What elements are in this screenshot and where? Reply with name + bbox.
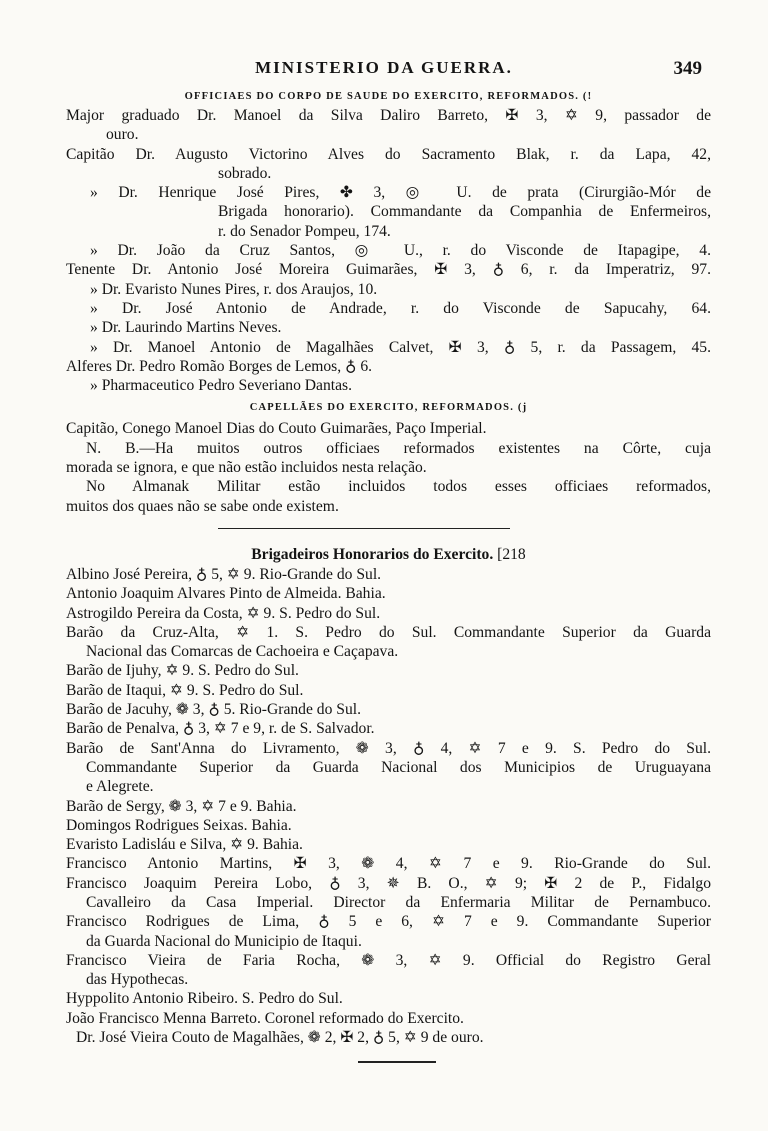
entry-line: João Francisco Menna Barreto. Coronel reformado do Exercito. <box>66 1009 464 1027</box>
entry-line: Francisco Vieira de Faria Rocha, ❁ 3, ✡ 9. Official do Registro Geral <box>66 951 711 969</box>
entry-line: Major graduado Dr. Manoel da Silva Daliro Barreto, ✠ 3, ✡ 9, passador de <box>66 107 711 124</box>
entry-line: » Pharmaceutico Pedro Severiano Dantas. <box>90 377 352 395</box>
entry-line: » Dr. Laurindo Martins Neves. <box>90 319 282 337</box>
entry-line: da Guarda Nacional do Municipio de Itaqui. <box>86 932 362 950</box>
entry-line: Astrogildo Pereira da Costa, ✡ 9. S. Pedro do Sul. <box>66 604 381 622</box>
entry-line: Barão de Ijuhy, ✡ 9. S. Pedro do Sul. <box>66 662 299 680</box>
entry-line: Capitão Dr. Augusto Victorino Alves do Sacramento Blak, r. da Lapa, 42, <box>66 145 711 163</box>
end-divider <box>358 1061 436 1063</box>
entry-line: Nacional das Comarcas de Cachoeira e Caçapava. <box>86 643 399 661</box>
entry-line: » Dr. Manoel Antonio de Magalhães Calvet, ✠ 3, ♁ 5, r. da Passagem, 45. <box>90 338 711 356</box>
entry-line: Barão de Jacuhy, ❁ 3, ♁ 5. Rio-Grande do Sul. <box>66 701 361 719</box>
entry-line: Alferes Dr. Pedro Romão Borges de Lemos, ♁ 6. <box>66 357 373 375</box>
entry-line: » Dr. José Antonio de Andrade, r. do Visconde de Sapucahy, 64. <box>90 299 711 317</box>
section-heading-honorary-brigadiers <box>66 545 711 565</box>
entry-line: Albino José Pereira, ♁ 5, ✡ 9. Rio-Grande do Sul. <box>66 565 382 583</box>
entry-line: Francisco Antonio Martins, ✠ 3, ❁ 4, ✡ 7 e 9. Rio-Grande do Sul. <box>66 855 711 873</box>
entry-line: Evaristo Ladisláu e Silva, ✡ 9. Bahia. <box>66 836 303 854</box>
entry-line: Barão de Penalva, ♁ 3, ✡ 7 e 9, r. de S. Salvador. <box>66 720 375 738</box>
section-divider <box>218 528 510 529</box>
entry-line: Capitão, Conego Manoel Dias do Couto Guimarães, Paço Imperial. <box>66 420 487 438</box>
entry-line: ouro. <box>106 126 139 144</box>
entry-line: e Alegrete. <box>86 778 154 796</box>
section-count: [218 <box>497 545 526 563</box>
entry-line: r. do Senador Pompeu, 174. <box>218 222 391 240</box>
note-line: N. B.—Ha muitos outros officiaes reformados existentes na Côrte, cuja <box>86 439 711 457</box>
entry-line: Commandante Superior da Guarda Nacional dos Municipios de Uruguayana <box>86 758 711 776</box>
entry-line: » Dr. João da Cruz Santos, ◎ U., r. do Visconde de Itapagipe, 4. <box>90 242 711 260</box>
page-number: 349 <box>673 58 702 79</box>
entry-line: Tenente Dr. Antonio José Moreira Guimarães, ✠ 3, ♁ 6, r. da Imperatriz, 97. <box>66 261 711 279</box>
page-title: MINISTERIO DA GUERRA. <box>255 58 513 77</box>
section-caption-chaplains: CAPELLÃES DO EXERCITO, REFORMADOS. (j <box>249 402 528 414</box>
entry-line: Dr. José Vieira Couto de Magalhães, ❁ 2, ✠ 2, ♁ 5, ✡ 9 de ouro. <box>76 1029 484 1047</box>
entry-line: das Hypothecas. <box>86 971 189 989</box>
entry-line: Barão de Sergy, ❁ 3, ✡ 7 e 9. Bahia. <box>66 797 297 815</box>
running-header <box>0 58 768 84</box>
entry-line: » Dr. Evaristo Nunes Pires, r. dos Araujos, 10. <box>90 280 378 298</box>
entry-line: Francisco Rodrigues de Lima, ♁ 5 e 6, ✡ 7 e 9. Commandante Superior <box>66 913 711 931</box>
note-line: muitos dos quaes não se sabe onde existem. <box>66 497 339 515</box>
entry-line: Brigada honorario). Commandante da Companhia de Enfermeiros, <box>218 203 711 221</box>
note-line: No Almanak Militar estão incluidos todos esses officiaes reformados, <box>86 478 711 496</box>
entry-line: Barão de Sant'Anna do Livramento, ❁ 3, ♁ 4, ✡ 7 e 9. S. Pedro do Sul. <box>66 739 711 757</box>
entry-line: Cavalleiro da Casa Imperial. Director da Enfermaria Militar de Pernambuco. <box>86 893 711 911</box>
section-title: Brigadeiros Honorarios do Exercito. <box>251 545 494 563</box>
entry-line: » Dr. Henrique José Pires, ✤ 3, ◎ U. de prata (Cirurgião-Mór de <box>90 184 711 202</box>
entry-line: Francisco Joaquim Pereira Lobo, ♁ 3, ✵ B. O., ✡ 9; ✠ 2 de P., Fidalgo <box>66 874 712 892</box>
entry-line: Hyppolito Antonio Ribeiro. S. Pedro do Sul. <box>66 990 343 1008</box>
section-caption-medical-officers: OFFICIAES DO CORPO DE SAUDE DO EXERCITO, REFORMADOS. (! <box>184 91 593 102</box>
entry-line: sobrado. <box>218 164 272 182</box>
entry-line: Antonio Joaquim Alvares Pinto de Almeida. Bahia. <box>66 585 386 603</box>
entry-line: Domingos Rodrigues Seixas. Bahia. <box>66 816 292 834</box>
note-line: morada se ignora, e que não estão incluidos nesta relação. <box>66 459 427 477</box>
entry-line: Barão de Itaqui, ✡ 9. S. Pedro do Sul. <box>66 681 304 699</box>
page-body <box>66 87 711 1063</box>
entry-line: Barão da Cruz-Alta, ✡ 1. S. Pedro do Sul. Commandante Superior da Guarda <box>66 623 711 641</box>
